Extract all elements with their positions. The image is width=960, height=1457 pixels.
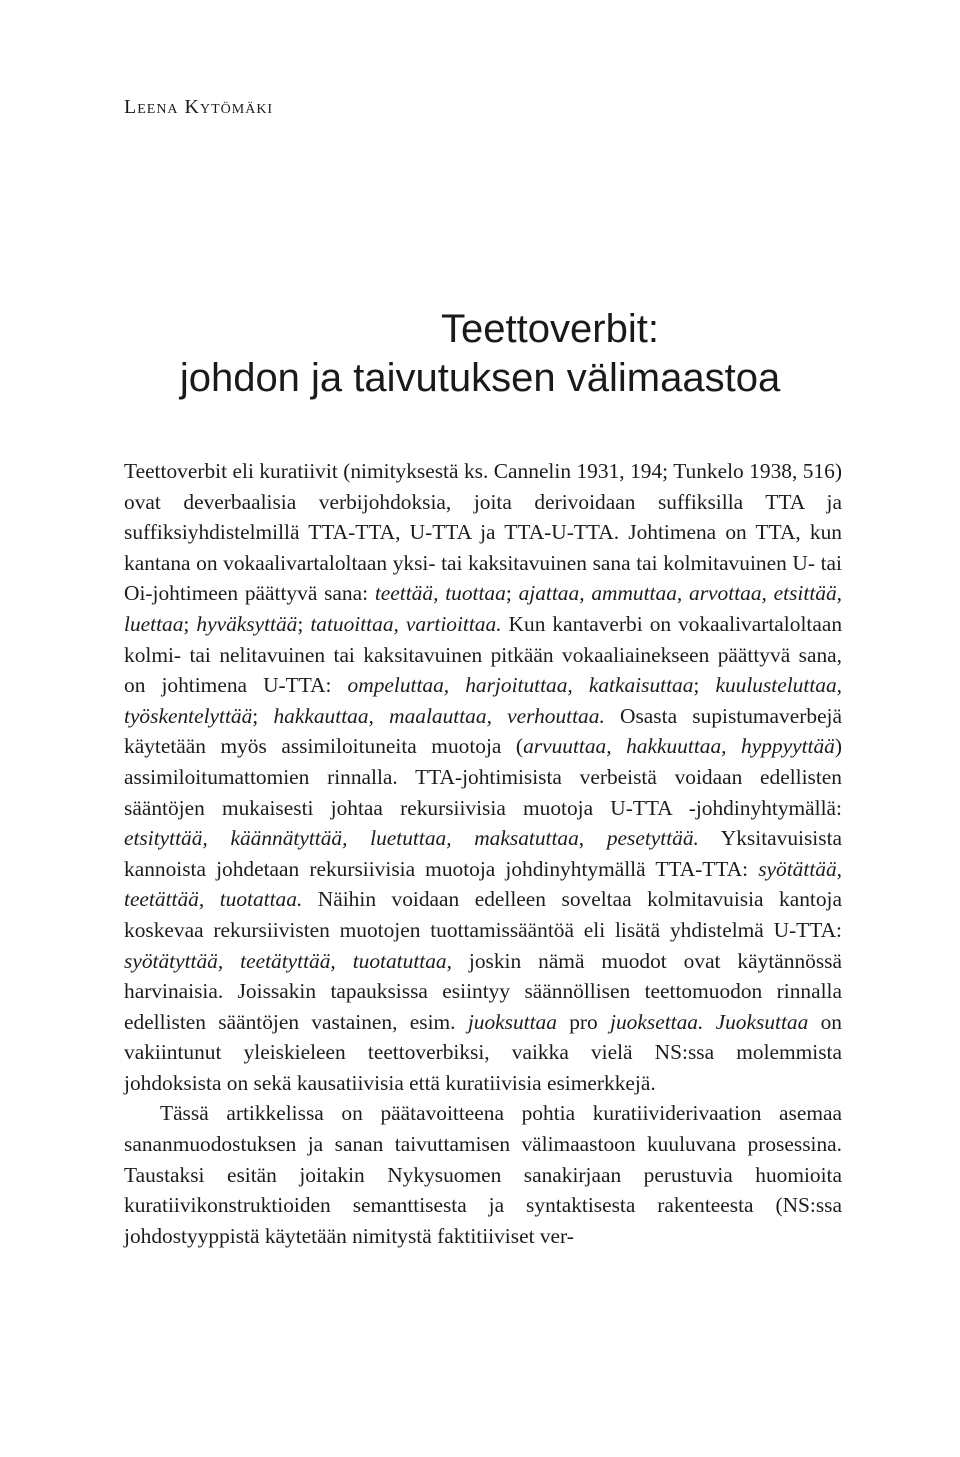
italic-example-words: syötättää, teetättää, tuotattaa. xyxy=(124,856,842,912)
paragraph-text: Näihin voidaan edelleen soveltaa kolmitavuisia kantoja koskevaa rekursiivisten muotojen tuottamissääntöä eli lisätä yhdistelmä U-TTA: xyxy=(124,887,842,942)
paragraph-text: ; xyxy=(183,611,197,636)
article-body xyxy=(124,456,842,1251)
article-title-line-1: Teettoverbit: xyxy=(441,307,659,351)
paragraph-text: Yksitavuisista kannoista johdetaan rekursiivisia muotoja johdinyhtymällä TTA-TTA: xyxy=(124,826,843,881)
italic-example-words: ajattaa, ammuttaa, arvottaa, etsittää, luettaa xyxy=(124,581,842,636)
italic-example-words: juoksuttaa xyxy=(467,1009,557,1034)
body-paragraph xyxy=(124,1098,842,1251)
paragraph-text: joskin nämä muodot ovat käytännössä harvinaisia. Joissakin tapauksissa esiintyy säännöllisen teettomuodon rinnalla edellisten sääntöjen vastainen, esim. xyxy=(124,948,842,1034)
italic-example-words: juoksettaa. Juoksuttaa xyxy=(610,1009,809,1034)
paragraph-text: ; xyxy=(297,611,311,636)
paragraph-text: Tässä artikkelissa on päätavoitteena pohtia kuratiividerivaation asemaa sananmuodostuksen ja sanan taivuttamisen välimaastoon kuuluvana prosessina. Taustaksi esitän joitakin Nykysuomen sanakirjaan perustuvia huomioita kuratiivikonstruktioiden semanttisesta ja syntaktisesta rakenteesta (NS:ssa johdostyyppistä käytetään nimitystä faktitiiviset ver- xyxy=(124,1101,842,1248)
italic-example-words: hakkauttaa, maalauttaa, verhouttaa. xyxy=(273,703,605,728)
running-header-author: Leena Kytömäki xyxy=(124,96,274,118)
paragraph-text: Teettoverbit eli kuratiivit (nimityksestä ks. Cannelin 1931, 194; Tunkelo 1938, 516) ovat deverbaalisia verbijohdoksia, joita derivoidaan suffiksilla TTA ja suffiksiyhdistelmillä TTA-TTA, U-TTA ja TTA-U-TTA. Johtimena on TTA, kun kantana on vokaalivartaloltaan yksi- tai kaksitavuinen sana tai kolmitavuinen U- tai Oi-johtimeen päättyvä sana: xyxy=(124,459,842,606)
italic-example-words: etsityttää, käännätyttää, luetuttaa, maksatuttaa, pesetyttää. xyxy=(124,826,699,851)
paragraph-text: ) assimiloitumattomien rinnalla. TTA-johtimisista verbeistä voidaan edellisten sääntöjen mukaisesti johtaa rekursiivisia muotoja U-TTA -johdinyhtymällä: xyxy=(124,734,842,820)
italic-example-words: hyväksyttää xyxy=(196,611,298,636)
article-title xyxy=(0,305,960,403)
paragraph-text: ; xyxy=(693,673,716,698)
italic-example-words: ompeluttaa, harjoituttaa, katkaisuttaa xyxy=(347,673,694,698)
paragraph-text: on vakiintunut yleiskieleen teettoverbiksi, vaikka vielä NS:ssa molemmista johdoksista on sekä kausatiivisia että kuratiivisia esimerkkejä. xyxy=(124,1009,842,1095)
body-paragraph xyxy=(124,456,842,1098)
italic-example-words: syötätyttää, teetätyttää, tuotatuttaa, xyxy=(124,948,452,973)
paragraph-text: ; xyxy=(252,703,274,728)
paragraph-text: Osasta supistumaverbejä käytetään myös assimiloituneita muotoja ( xyxy=(124,703,842,759)
paragraph-text: pro xyxy=(556,1009,611,1034)
italic-example-words: teettää, tuottaa xyxy=(374,581,506,606)
paragraph-text: ; xyxy=(505,581,519,606)
italic-example-words: arvuuttaa, hakkuuttaa, hyppyyttää xyxy=(523,734,835,759)
paragraph-text: Kun kantaverbi on vokaalivartaloltaan kolmi- tai nelitavuinen tai kaksitavuinen pitkään vokaaliainekseen päättyvä sana, on johtimena U-TTA: xyxy=(124,611,843,698)
italic-example-words: kuulusteluttaa, työskentelyttää xyxy=(124,673,843,728)
article-title-line-2: johdon ja taivutuksen välimaastoa xyxy=(179,356,781,400)
italic-example-words: tatuoittaa, vartioittaa. xyxy=(310,611,502,636)
